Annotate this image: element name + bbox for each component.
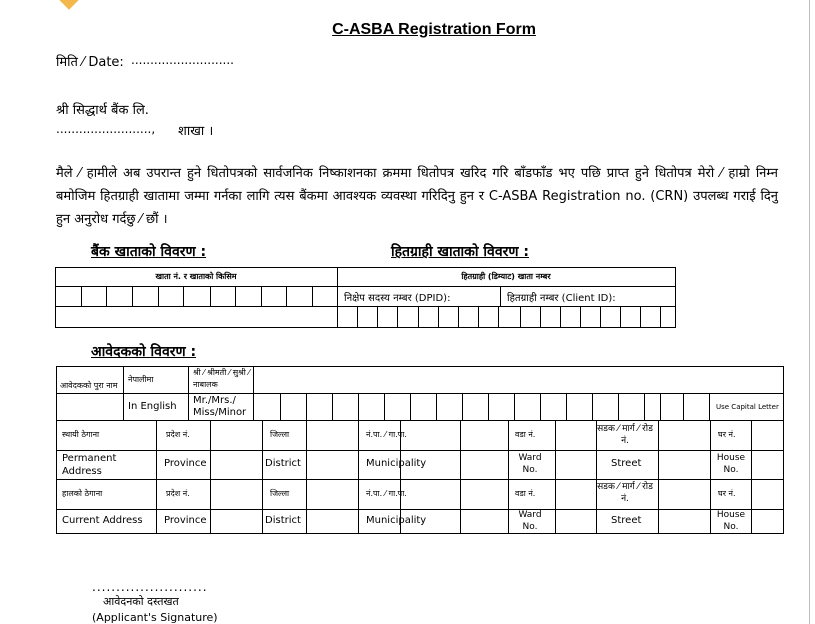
client-id-box-divider [640,306,641,327]
name-letter-box [683,393,684,420]
date-field[interactable]: ........................... [131,53,234,67]
municipality-en-label: Municipality [366,458,427,469]
bank-box-divider [183,286,184,306]
province-en-label-2: Province [164,515,207,526]
address-grid-col [508,420,509,533]
client-id-box-divider [540,306,541,327]
signature-line[interactable]: ........................ [92,580,208,594]
dpid-box-divider [478,306,479,327]
name-letter-box [436,393,437,420]
permanent-address-np: स्थायी ठेगाना [62,430,100,439]
address-grid-col [555,420,556,533]
address-grid-col [358,420,359,533]
municipality-np-label: नं.पा. ⁄ गा.पा. [366,430,407,439]
street-en-label: Street [611,458,642,469]
dpid-client-divider [500,286,501,306]
current-address-en: Current Address [62,515,143,526]
address-grid-col [658,420,659,533]
name-letter-box [488,393,489,420]
house-en-label: House No. [716,453,746,475]
client-id-box-divider [620,306,621,327]
name-letter-box [410,393,411,420]
bank-box-divider [235,286,236,306]
bank-box-divider [286,286,287,306]
date-label: मिति ⁄ Date: [56,55,124,70]
house-en-label-2: House No. [716,510,746,532]
bank-section-heading: बैंक खाताको विवरण : [91,244,207,260]
name-letter-box [514,393,515,420]
dpid-box-divider [498,306,499,327]
client-id-box-divider [580,306,581,327]
applicant-grid-row [56,366,784,367]
page-edge-line [809,0,810,624]
applicant-grid-row [56,509,784,510]
branch-label: शाखा । [178,124,214,139]
district-en-label-2: District [265,515,301,526]
address-grid-col [751,420,752,533]
name-letter-box [644,393,645,420]
applicant-grid-row [56,420,784,421]
district-en-label: District [265,458,301,469]
dpid-box-divider [357,306,358,327]
bank-box-divider [158,286,159,306]
bank-box-divider [106,286,107,306]
address-grid-col [210,420,211,533]
signature-label-en: (Applicant's Signature) [92,611,218,624]
request-paragraph: मैले ⁄ हामीले अब उपरान्त हुने धितोपत्रको सार्वजनिक निष्काशनका क्रममा धितोपत्र खरिद गरि बाँडफाँड भए पछि प्राप्त हुने धितोपत्र मेरो ⁄ हाम्रो निम्न बमोजिम हितग्राही खातामा जम्मा गर्नका लागि त्यस बैंकमा आवश्यक व्यवस्था गरिदिनु हुन र C-ASBA Registration no. (CRN) उपलब्ध गराई दिनु हुन अनुरोध गर्दछु ⁄ छौं । [56,166,778,227]
client-id-box-divider [560,306,561,327]
applicant-grid-col [188,366,189,420]
dpid-box-divider [377,306,378,327]
applicant-grid-col [123,366,124,420]
ward-np-label-2: वडा नं. [515,489,536,498]
address-grid-col [460,420,461,533]
municipality-np-label-2: नं.पा. ⁄ गा.पा. [366,489,407,498]
client-id-box-divider [660,306,661,327]
capital-letter-note: Use Capital Letter [716,403,779,411]
permanent-address-en: Permanent Address [62,453,117,477]
applicant-grid-row [56,479,784,480]
bank-box-divider [312,286,313,306]
current-address-np: हालको ठेगाना [62,489,103,498]
street-en-label-2: Street [611,515,642,526]
name-letter-box [384,393,385,420]
name-letter-box [618,393,619,420]
address-grid-col [306,420,307,533]
logo-mark-icon [56,0,81,10]
bank-box-divider [132,286,133,306]
applicant-section-heading: आवेदकको विवरण : [91,344,197,360]
name-letter-box [660,393,661,420]
title-en-label: Mr./Mrs./ Miss/Minor [193,395,247,418]
applicant-grid-col [253,366,254,420]
applicant-grid-edge [783,366,784,533]
full-name-label: आवेदकको पुरा नाम [60,381,118,390]
ward-en-label-2: Ward No. [518,510,542,532]
address-grid-col [262,420,263,533]
street-np-label-2: सडक ⁄ मार्ग ⁄ रोड नं. [597,482,653,504]
street-np-label: सडक ⁄ मार्ग ⁄ रोड नं. [597,424,653,446]
name-letter-box [462,393,463,420]
province-en-label: Province [164,458,207,469]
form-title: C-ASBA Registration Form [332,21,536,38]
name-letter-box [332,393,333,420]
dpid-box-divider [438,306,439,327]
demat-section-heading: हितग्राही खाताको विवरण : [391,244,529,260]
demat-table-header: हितग्राही (डिम्याट) खाता नम्बर [461,272,551,281]
municipality-en-label-2: Municipality [366,515,427,526]
title-np-label: श्री ⁄ श्रीमती ⁄ सुश्री ⁄ नाबालक [193,368,250,389]
address-grid-col [156,420,157,533]
bank-box-divider [261,286,262,306]
dpid-box-divider [418,306,419,327]
client-id-box-divider [600,306,601,327]
house-np-label-2: घर नं. [718,489,736,498]
dpid-box-divider [458,306,459,327]
applicant-grid-row [56,393,784,394]
ward-np-label: वडा नं. [515,430,536,439]
applicant-grid-row [56,450,784,451]
name-letter-box [592,393,593,420]
province-np-label-2: प्रदेश नं. [166,489,190,498]
applicant-grid-edge [56,366,57,533]
address-grid-col [710,420,711,533]
house-np-label: घर नं. [718,430,736,439]
district-np-label-2: जिल्ला [270,489,290,498]
signature-label-np: आवेदनको दस्तखत [103,595,179,608]
applicant-grid-row [56,533,784,534]
client-id-box-divider [520,306,521,327]
dpid-label: निक्षेप सदस्य नम्बर (DPID): [344,293,451,304]
bank-box-divider [81,286,82,306]
name-letter-box [566,393,567,420]
name-letter-box [280,393,281,420]
name-letter-box [540,393,541,420]
name-letter-box [306,393,307,420]
bank-box-divider [210,286,211,306]
bank-name: श्री सिद्धार्थ बैंक लि. [56,103,149,118]
ward-en-label: Ward No. [518,453,542,475]
district-np-label: जिल्ला [270,430,290,439]
nepali-label: नेपालीमा [128,375,154,384]
branch-field[interactable]: ........................., [56,122,156,136]
client-id-label: हितग्राही नम्बर (Client ID): [507,293,616,304]
english-label: In English [128,401,177,412]
name-letter-box [358,393,359,420]
bank-table-header: खाता नं. र खाताको किसिम [155,272,237,281]
name-letter-box [709,393,710,420]
dpid-box-divider [397,306,398,327]
province-np-label: प्रदेश नं. [166,430,190,439]
